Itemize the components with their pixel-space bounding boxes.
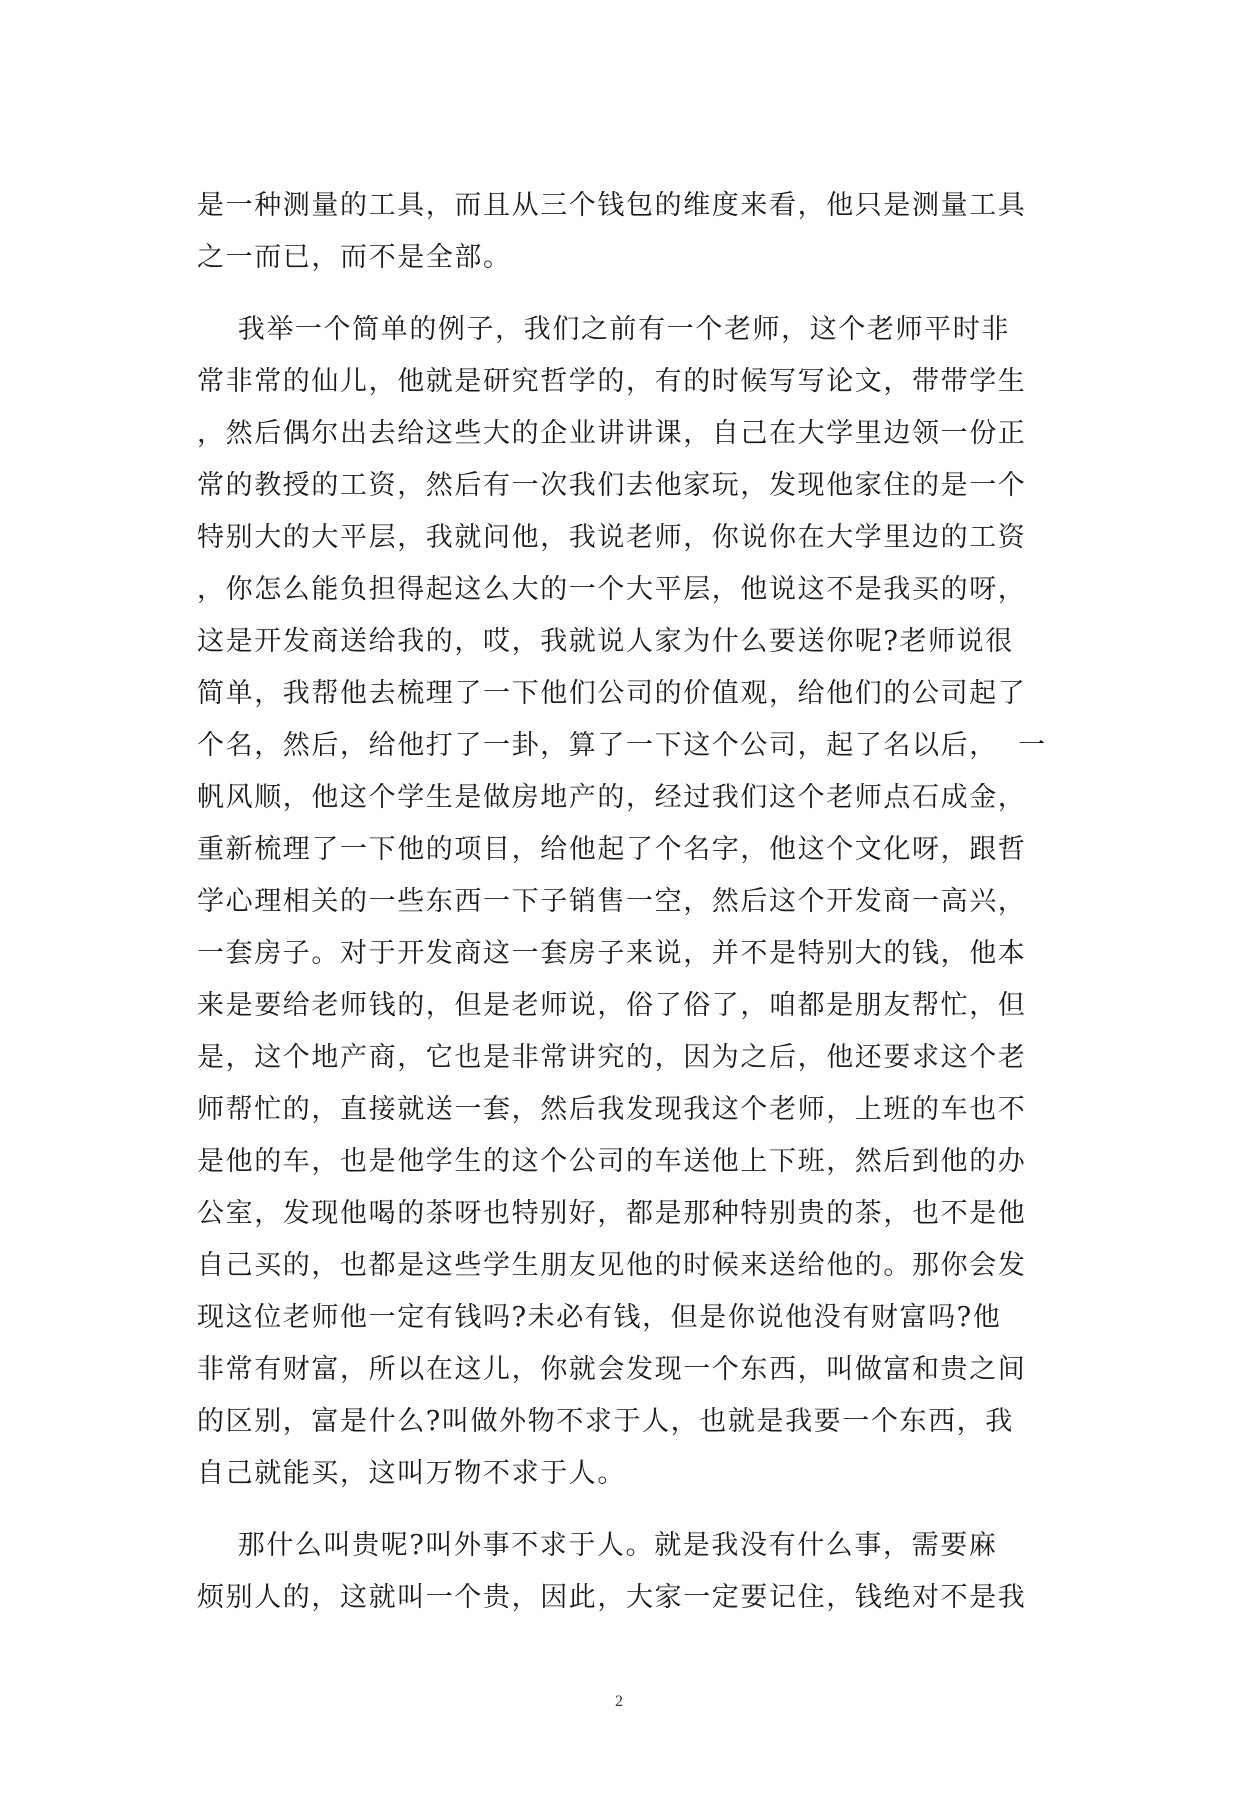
- text-line: 学心理相关的一些东西一下子销售一空，然后这个开发商一高兴，: [197, 886, 1027, 917]
- text-line: 非常有财富，所以在这儿，你就会发现一个东西，叫做富和贵之间: [197, 1354, 1027, 1385]
- paragraph-spacer: [197, 284, 1037, 304]
- paragraph-spacer: [197, 1500, 1037, 1520]
- text-line: 之一而已，而不是全部。: [197, 242, 512, 273]
- text-line: 师帮忙的，直接就送一套，然后我发现我这个老师，上班的车也不: [197, 1094, 1027, 1125]
- text-line: 是，这个地产商，它也是非常讲究的，因为之后，他还要求这个老: [197, 1042, 1027, 1073]
- paragraph-2: [197, 304, 1047, 1500]
- text-line: 自己就能买，这叫万物不求于人。: [197, 1458, 626, 1489]
- text-line: 烦别人的，这就叫一个贵，因此，大家一定要记住，钱绝对不是我: [197, 1582, 1027, 1613]
- text-line: 简单，我帮他去梳理了一下他们公司的价值观，给他们的公司起了: [197, 678, 1027, 709]
- text-line: 常非常的仙儿，他就是研究哲学的，有的时候写写论文，带带学生: [197, 366, 1027, 397]
- paragraph-3: [197, 1520, 1037, 1624]
- text-line: ，你怎么能负担得起这么大的一个大平层，他说这不是我买的呀，: [197, 574, 1027, 605]
- text-line: 个名，然后，给他打了一卦，算了一下这个公司，起了名以后， 一: [197, 730, 1047, 761]
- text-line: 我举一个简单的例子，我们之前有一个老师，这个老师平时非: [197, 314, 1010, 345]
- text-line: 是他的车，也是他学生的这个公司的车送他上下班，然后到他的办: [197, 1146, 1027, 1177]
- text-line: 帆风顺，他这个学生是做房地产的，经过我们这个老师点石成金，: [197, 782, 1027, 813]
- text-line: ，然后偶尔出去给这些大的企业讲讲课，自己在大学里边领一份正: [197, 418, 1027, 449]
- paragraph-1: [197, 180, 1037, 284]
- body-text: [197, 180, 1047, 1624]
- text-line: 现这位老师他一定有钱吗?未必有钱，但是你说他没有财富吗?他: [197, 1302, 1002, 1333]
- text-line: 公室，发现他喝的茶呀也特别好，都是那种特别贵的茶，也不是他: [197, 1198, 1027, 1229]
- text-line: 是一种测量的工具，而且从三个钱包的维度来看，他只是测量工具: [197, 190, 1027, 221]
- text-line: 特别大的大平层，我就问他，我说老师，你说你在大学里边的工资: [197, 522, 1027, 553]
- text-line: 常的教授的工资，然后有一次我们去他家玩，发现他家住的是一个: [197, 470, 1027, 501]
- text-line: 的区别，富是什么?叫做外物不求于人，也就是我要一个东西，我: [197, 1406, 1014, 1437]
- text-line: 来是要给老师钱的，但是老师说，俗了俗了，咱都是朋友帮忙，但: [197, 990, 1027, 1021]
- text-line: 一套房子。对于开发商这一套房子来说，并不是特别大的钱，他本: [197, 938, 1027, 969]
- text-line: 自己买的，也都是这些学生朋友见他的时候来送给他的。那你会发: [197, 1250, 1027, 1281]
- page-number: 2: [615, 1693, 623, 1710]
- text-line: 重新梳理了一下他的项目，给他起了个名字，他这个文化呀，跟哲: [197, 834, 1027, 865]
- text-line: 那什么叫贵呢?叫外事不求于人。就是我没有什么事，需要麻: [197, 1530, 998, 1561]
- text-line: 这是开发商送给我的，哎，我就说人家为什么要送你呢?老师说很: [197, 626, 1014, 657]
